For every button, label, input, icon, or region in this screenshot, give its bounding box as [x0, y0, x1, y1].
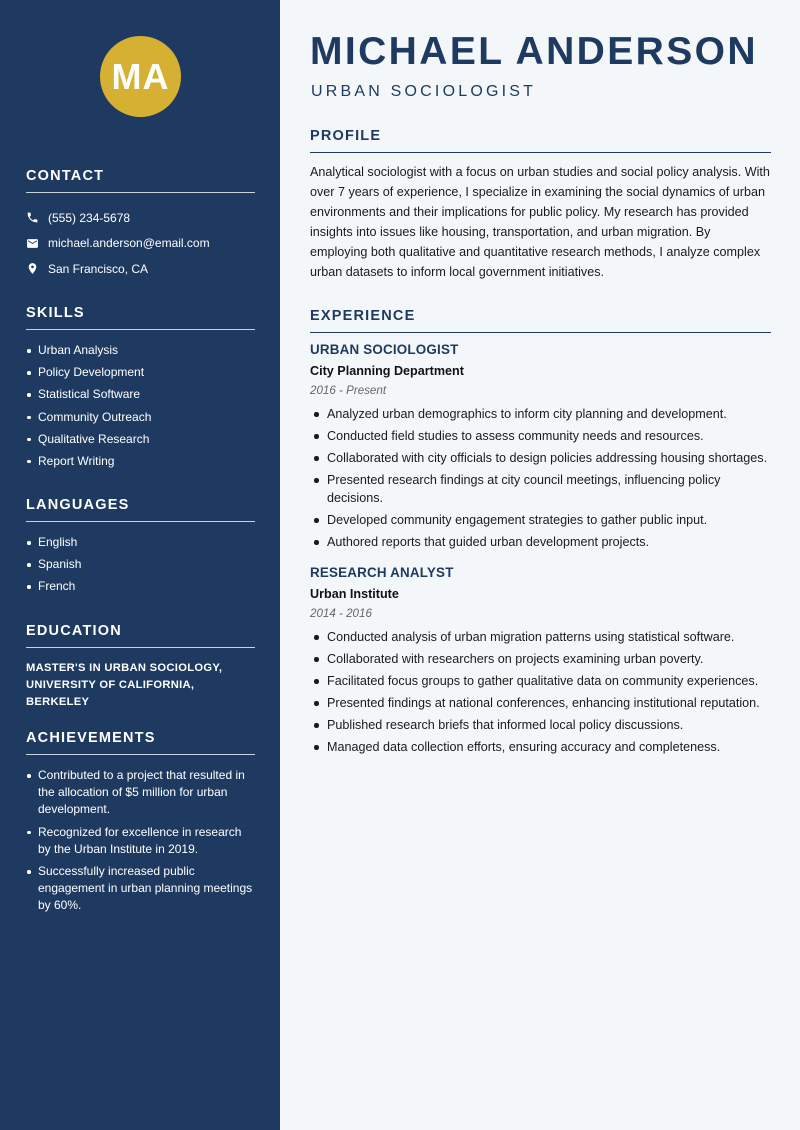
- skill-item: Statistical Software: [26, 386, 255, 403]
- avatar: MA: [100, 36, 181, 117]
- job-bullet: Managed data collection efforts, ensuring accuracy and completeness.: [310, 738, 771, 756]
- job-entry: [310, 565, 771, 756]
- skill-item: Policy Development: [26, 364, 255, 381]
- profile-text: Analytical sociologist with a focus on urban studies and social policy analysis. With over 7 years of experience, I specialize in examining the social dynamics of urban environments and their implications for public policy. My research has provided insights into issues like housing, transportation, and urban migration. By employing both qualitative and quantitative research methods, I analyze complex urban datasets to inform local government initiatives.: [310, 165, 770, 279]
- job-organization: Urban Institute: [310, 587, 399, 601]
- phone-text: (555) 234-5678: [48, 210, 131, 225]
- skills-list: [26, 342, 255, 470]
- sidebar: [0, 0, 280, 1130]
- contact-phone: [26, 205, 255, 231]
- education-heading: EDUCATION: [26, 623, 255, 648]
- job-bullet: Authored reports that guided urban development projects.: [310, 533, 771, 551]
- job-bullets: [310, 405, 771, 551]
- email-icon: [26, 237, 39, 250]
- contact-heading: CONTACT: [26, 168, 255, 193]
- phone-icon: [26, 211, 39, 224]
- main-content: [280, 0, 800, 1130]
- job-bullet: Analyzed urban demographics to inform city planning and development.: [310, 405, 771, 423]
- job-bullet: Conducted analysis of urban migration patterns using statistical software.: [310, 628, 771, 646]
- experience-section: [310, 308, 771, 760]
- experience-heading: EXPERIENCE: [310, 308, 771, 333]
- job-bullet: Conducted field studies to assess community needs and resources.: [310, 427, 771, 445]
- skill-item: Urban Analysis: [26, 342, 255, 359]
- candidate-name: MICHAEL ANDERSON: [310, 30, 758, 73]
- job-dates: 2016 - Present: [310, 384, 387, 397]
- languages-heading: LANGUAGES: [26, 497, 255, 522]
- job-organization: City Planning Department: [310, 364, 464, 378]
- profile-section: [310, 128, 771, 282]
- achievement-item: Contributed to a project that resulted in the allocation of $5 million for urban development.: [26, 767, 255, 818]
- achievements-section: [26, 730, 255, 920]
- contact-section: [26, 168, 255, 282]
- education-section: [26, 623, 255, 711]
- languages-list: [26, 534, 255, 595]
- skills-section: [26, 305, 255, 475]
- language-item: Spanish: [26, 556, 255, 573]
- language-item: French: [26, 578, 255, 595]
- job-bullet: Developed community engagement strategies to gather public input.: [310, 511, 771, 529]
- skill-item: Report Writing: [26, 453, 255, 470]
- job-title: RESEARCH ANALYST: [310, 565, 454, 580]
- job-bullet: Presented findings at national conferences, enhancing institutional reputation.: [310, 694, 771, 712]
- education-degree: MASTER'S IN URBAN SOCIOLOGY,: [26, 662, 223, 674]
- job-title: URBAN SOCIOLOGIST: [310, 342, 459, 357]
- contact-location: [26, 256, 255, 282]
- candidate-title: URBAN SOCIOLOGIST: [311, 83, 537, 100]
- education-school: UNIVERSITY OF CALIFORNIA, BERKELEY: [26, 679, 195, 708]
- skills-heading: SKILLS: [26, 305, 255, 330]
- profile-heading: PROFILE: [310, 128, 771, 153]
- contact-email: [26, 231, 255, 257]
- achievement-item: Recognized for excellence in research by the Urban Institute in 2019.: [26, 824, 255, 858]
- job-entry: [310, 342, 771, 551]
- job-bullets: [310, 628, 771, 756]
- achievement-item: Successfully increased public engagement in urban planning meetings by 60%.: [26, 863, 255, 914]
- email-text: michael.anderson@email.com: [48, 236, 210, 251]
- job-bullet: Presented research findings at city council meetings, influencing policy decisions.: [310, 471, 771, 507]
- location-text: San Francisco, CA: [48, 261, 149, 276]
- location-pin-icon: [26, 262, 39, 275]
- job-bullet: Collaborated with researchers on projects examining urban poverty.: [310, 650, 771, 668]
- job-dates: 2014 - 2016: [310, 607, 372, 620]
- skill-item: Community Outreach: [26, 409, 255, 426]
- language-item: English: [26, 534, 255, 551]
- job-bullet: Facilitated focus groups to gather qualitative data on community experiences.: [310, 672, 771, 690]
- skill-item: Qualitative Research: [26, 431, 255, 448]
- languages-section: [26, 497, 255, 601]
- job-bullet: Collaborated with city officials to design policies addressing housing shortages.: [310, 449, 771, 467]
- achievements-list: [26, 767, 255, 914]
- achievements-heading: ACHIEVEMENTS: [26, 730, 255, 755]
- job-bullet: Published research briefs that informed local policy discussions.: [310, 716, 771, 734]
